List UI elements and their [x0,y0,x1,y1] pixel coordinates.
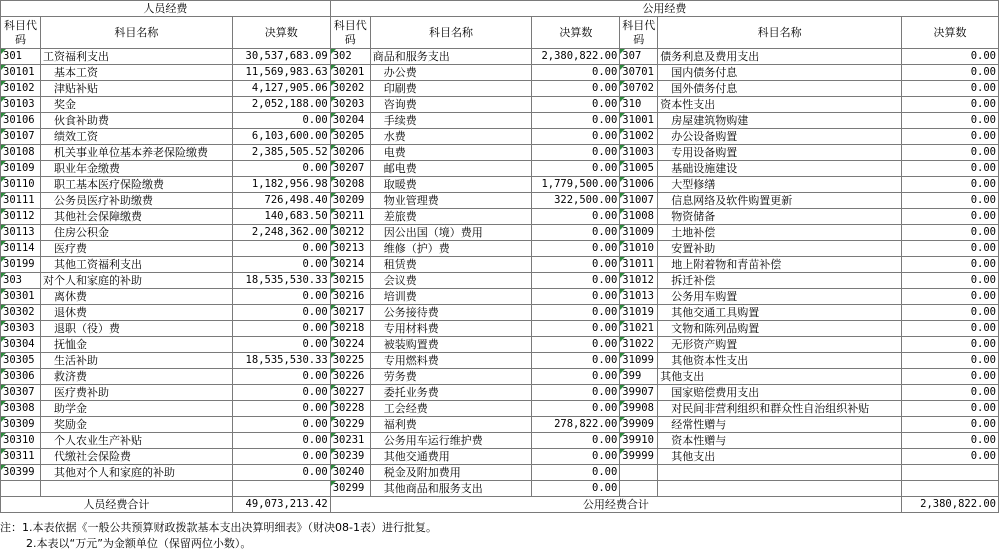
notes [0,520,999,552]
subject-code: 303 [1,273,41,289]
subject-code: 30228 [330,401,370,417]
amount-value: 0.00 [532,65,620,81]
subject-code: 30218 [330,321,370,337]
subject-code: 30227 [330,385,370,401]
subject-name: 离休费 [40,289,232,305]
amount-value: 0.00 [532,97,620,113]
amount-header: 决算数 [902,17,999,49]
subject-code: 30303 [1,321,41,337]
subject-code: 30399 [1,465,41,481]
subject-code: 31012 [620,273,658,289]
subject-name: 地上附着物和青苗补偿 [658,257,902,273]
subject-name: 救济费 [40,369,232,385]
amount-value: 0.00 [232,369,330,385]
subject-name: 税金及附加费用 [370,465,532,481]
subject-code: 30239 [330,449,370,465]
amount-value: 0.00 [902,273,999,289]
amount-value: 0.00 [532,145,620,161]
subject-name: 办公设备购置 [658,129,902,145]
amount-value: 0.00 [232,113,330,129]
subject-name: 其他对个人和家庭的补助 [40,465,232,481]
subject-code: 30212 [330,225,370,241]
subject-name: 物业管理费 [370,193,532,209]
subject-code: 30310 [1,433,41,449]
amount-value: 0.00 [532,433,620,449]
subject-name: 其他支出 [658,449,902,465]
amount-value: 0.00 [532,353,620,369]
amount-value: 11,569,983.63 [232,65,330,81]
subject-name: 房屋建筑物购建 [658,113,902,129]
amount-value: 0.00 [532,289,620,305]
subject-name: 文物和陈列品购置 [658,321,902,337]
subject-name: 办公费 [370,65,532,81]
amount-value: 0.00 [532,321,620,337]
subject-code: 30207 [330,161,370,177]
subject-name: 工资福利支出 [40,49,232,65]
amount-value: 0.00 [532,273,620,289]
table-row [1,353,999,369]
subject-code: 30702 [620,81,658,97]
subject-name: 安置补助 [658,241,902,257]
amount-value: 0.00 [532,241,620,257]
subject-code: 30206 [330,145,370,161]
public-section-header: 公用经费 [330,1,998,17]
subject-code: 39910 [620,433,658,449]
subject-code: 30226 [330,369,370,385]
amount-value: 0.00 [902,369,999,385]
subject-code: 30216 [330,289,370,305]
public-total-label: 公用经费合计 [330,497,901,513]
subject-code: 30110 [1,177,41,193]
table-row [1,129,999,145]
subject-code: 31013 [620,289,658,305]
subject-code: 30305 [1,353,41,369]
amount-value: 278,822.00 [532,417,620,433]
subject-name: 医疗费补助 [40,385,232,401]
subject-code: 30301 [1,289,41,305]
table-row [1,369,999,385]
subject-name: 住房公积金 [40,225,232,241]
subject-code: 30102 [1,81,41,97]
subject-code: 31011 [620,257,658,273]
subject-name: 会议费 [370,273,532,289]
subject-code: 30205 [330,129,370,145]
subject-name: 抚恤金 [40,337,232,353]
subject-code: 30311 [1,449,41,465]
amount-value: 0.00 [532,337,620,353]
table-row [1,65,999,81]
subject-name: 因公出国（境）费用 [370,225,532,241]
name-header: 科目名称 [370,17,532,49]
amount-value [232,481,330,497]
amount-value: 2,385,505.52 [232,145,330,161]
table-row [1,273,999,289]
amount-value: 0.00 [532,113,620,129]
subject-name: 物资储备 [658,209,902,225]
subject-name: 培训费 [370,289,532,305]
subject-name: 债务利息及费用支出 [658,49,902,65]
note-2: 2.本表以“万元”为金额单位（保留两位小数）。 [26,537,252,550]
amount-value: 0.00 [902,113,999,129]
subject-code: 39908 [620,401,658,417]
amount-value: 6,103,600.00 [232,129,330,145]
subject-name: 经常性赠与 [658,417,902,433]
subject-code: 30306 [1,369,41,385]
amount-value [902,465,999,481]
subject-code: 30113 [1,225,41,241]
amount-value: 18,535,530.33 [232,273,330,289]
amount-value: 0.00 [532,81,620,97]
amount-value: 0.00 [232,385,330,401]
personnel-total-amount: 49,073,213.42 [232,497,330,513]
amount-value: 0.00 [902,65,999,81]
table-row [1,417,999,433]
subject-name: 咨询费 [370,97,532,113]
subject-name [658,465,902,481]
subject-code: 30111 [1,193,41,209]
personnel-section-header: 人员经费 [1,1,331,17]
subject-name [40,481,232,497]
amount-value: 0.00 [902,401,999,417]
subject-name: 租赁费 [370,257,532,273]
subject-name: 公务用车运行维护费 [370,433,532,449]
subject-code [620,465,658,481]
amount-value: 0.00 [902,49,999,65]
subject-name: 助学金 [40,401,232,417]
subject-name: 对个人和家庭的补助 [40,273,232,289]
subject-code: 31001 [620,113,658,129]
subject-name: 基础设施建设 [658,161,902,177]
subject-name: 福利费 [370,417,532,433]
amount-value: 0.00 [532,369,620,385]
amount-value: 0.00 [902,289,999,305]
subject-name: 其他工资福利支出 [40,257,232,273]
subject-name: 伙食补助费 [40,113,232,129]
subject-name: 专用设备购置 [658,145,902,161]
code-header: 科目代码 [620,17,658,49]
subject-code [620,481,658,497]
subject-name: 国外债务付息 [658,81,902,97]
subject-name: 机关事业单位基本养老保险缴费 [40,145,232,161]
subject-name: 其他社会保障缴费 [40,209,232,225]
subject-code: 30309 [1,417,41,433]
subject-code: 39907 [620,385,658,401]
subject-name: 土地补偿 [658,225,902,241]
amount-value: 0.00 [232,305,330,321]
subject-name: 被装购置费 [370,337,532,353]
subject-code: 310 [620,97,658,113]
amount-value: 1,779,500.00 [532,177,620,193]
amount-value: 0.00 [232,257,330,273]
subject-name: 代缴社会保险费 [40,449,232,465]
subject-name: 职工基本医疗保险缴费 [40,177,232,193]
table-row [1,465,999,481]
subject-code: 30231 [330,433,370,449]
amount-value: 0.00 [532,225,620,241]
subject-name: 手续费 [370,113,532,129]
subject-code: 31006 [620,177,658,193]
table-row [1,289,999,305]
amount-value: 0.00 [532,465,620,481]
amount-value: 0.00 [532,305,620,321]
subject-name: 委托业务费 [370,385,532,401]
subject-name: 公务员医疗补助缴费 [40,193,232,209]
subject-name: 个人农业生产补贴 [40,433,232,449]
subject-name: 差旅费 [370,209,532,225]
subject-code: 30101 [1,65,41,81]
amount-value: 2,380,822.00 [532,49,620,65]
subject-code: 31010 [620,241,658,257]
subject-name: 生活补助 [40,353,232,369]
amount-value: 30,537,683.09 [232,49,330,65]
subject-name: 专用材料费 [370,321,532,337]
public-total-amount: 2,380,822.00 [902,497,999,513]
subject-name: 大型修缮 [658,177,902,193]
table-row [1,161,999,177]
amount-value: 0.00 [902,353,999,369]
amount-value [902,481,999,497]
amount-value: 2,052,188.00 [232,97,330,113]
subject-code: 30211 [330,209,370,225]
amount-value: 0.00 [902,257,999,273]
amount-value: 726,498.40 [232,193,330,209]
subject-code: 30107 [1,129,41,145]
subject-code: 30224 [330,337,370,353]
subject-name: 电费 [370,145,532,161]
subject-code: 30304 [1,337,41,353]
amount-value: 0.00 [532,481,620,497]
subject-name: 取暖费 [370,177,532,193]
amount-value: 0.00 [902,145,999,161]
subject-code: 30202 [330,81,370,97]
amount-value: 2,248,362.00 [232,225,330,241]
amount-value: 18,535,530.33 [232,353,330,369]
name-header: 科目名称 [40,17,232,49]
subject-name: 公务用车购置 [658,289,902,305]
name-header: 科目名称 [658,17,902,49]
subject-name: 其他商品和服务支出 [370,481,532,497]
subject-name: 职业年金缴费 [40,161,232,177]
subject-name: 国内债务付息 [658,65,902,81]
amount-value: 0.00 [902,209,999,225]
subject-name: 商品和服务支出 [370,49,532,65]
subject-code: 30112 [1,209,41,225]
personnel-total-label: 人员经费合计 [1,497,233,513]
subject-code: 30217 [330,305,370,321]
table-row [1,81,999,97]
amount-value: 0.00 [532,209,620,225]
subject-code: 30214 [330,257,370,273]
amount-value: 0.00 [532,401,620,417]
table-row [1,49,999,65]
subject-name: 津贴补贴 [40,81,232,97]
subject-code: 30240 [330,465,370,481]
amount-value: 0.00 [902,449,999,465]
subject-name: 资本性赠与 [658,433,902,449]
subject-code: 30204 [330,113,370,129]
subject-name: 其他交通费用 [370,449,532,465]
subject-code: 31007 [620,193,658,209]
amount-value: 0.00 [902,337,999,353]
amount-value: 0.00 [232,401,330,417]
subject-name: 退职（役）费 [40,321,232,337]
table-row [1,193,999,209]
subject-code: 30109 [1,161,41,177]
subject-code: 30307 [1,385,41,401]
subject-name: 退休费 [40,305,232,321]
subject-code: 31021 [620,321,658,337]
amount-value: 0.00 [902,417,999,433]
subject-code: 30108 [1,145,41,161]
amount-value: 0.00 [232,465,330,481]
table-row [1,97,999,113]
subject-code: 30701 [620,65,658,81]
subject-code: 30209 [330,193,370,209]
subject-code: 302 [330,49,370,65]
subject-code: 31099 [620,353,658,369]
table-row [1,401,999,417]
subject-code: 30208 [330,177,370,193]
subject-name: 绩效工资 [40,129,232,145]
table-row [1,337,999,353]
amount-value: 140,683.50 [232,209,330,225]
amount-value: 0.00 [902,385,999,401]
amount-value: 0.00 [532,449,620,465]
subject-name: 对民间非营利组织和群众性自治组织补贴 [658,401,902,417]
subject-code: 30199 [1,257,41,273]
amount-value: 0.00 [232,241,330,257]
subject-code: 30103 [1,97,41,113]
amount-header: 决算数 [532,17,620,49]
amount-value: 0.00 [232,289,330,305]
code-header: 科目代码 [1,17,41,49]
subject-name: 劳务费 [370,369,532,385]
subject-code: 31005 [620,161,658,177]
note-1: 注：1.本表依据《一般公共预算财政拨款基本支出决算明细表》（财决08-1表）进行批复。 [0,521,437,534]
subject-code: 30213 [330,241,370,257]
subject-code: 30308 [1,401,41,417]
amount-value: 0.00 [232,433,330,449]
amount-value: 0.00 [232,417,330,433]
subject-name: 邮电费 [370,161,532,177]
subject-code: 399 [620,369,658,385]
subject-code: 31019 [620,305,658,321]
table-row [1,241,999,257]
subject-name: 奖金 [40,97,232,113]
amount-value: 4,127,905.06 [232,81,330,97]
subject-code: 30203 [330,97,370,113]
subject-code: 30106 [1,113,41,129]
subject-code: 31003 [620,145,658,161]
subject-code [1,481,41,497]
subject-code: 30225 [330,353,370,369]
totals-row [1,497,999,513]
subject-code: 39999 [620,449,658,465]
subject-name: 奖励金 [40,417,232,433]
amount-value: 0.00 [902,321,999,337]
table-row [1,225,999,241]
subject-name: 印刷费 [370,81,532,97]
amount-value: 0.00 [902,433,999,449]
amount-value: 0.00 [902,305,999,321]
subject-code: 301 [1,49,41,65]
table-row [1,145,999,161]
amount-value: 0.00 [902,129,999,145]
subject-name: 信息网络及软件购置更新 [658,193,902,209]
subject-code: 39909 [620,417,658,433]
table-row [1,305,999,321]
amount-value: 322,500.00 [532,193,620,209]
subject-name: 拆迁补偿 [658,273,902,289]
amount-value: 0.00 [532,385,620,401]
subject-name: 水费 [370,129,532,145]
table-row [1,113,999,129]
subject-code: 31009 [620,225,658,241]
table-row [1,449,999,465]
amount-header: 决算数 [232,17,330,49]
subject-name: 工会经费 [370,401,532,417]
subject-name: 国家赔偿费用支出 [658,385,902,401]
subject-code: 30215 [330,273,370,289]
subject-name: 其他交通工具购置 [658,305,902,321]
amount-value: 0.00 [232,337,330,353]
subject-code: 30229 [330,417,370,433]
subject-name [658,481,902,497]
subject-code: 307 [620,49,658,65]
subject-code: 30299 [330,481,370,497]
subject-code: 31022 [620,337,658,353]
amount-value: 0.00 [902,225,999,241]
amount-value: 0.00 [532,161,620,177]
subject-name: 维修（护）费 [370,241,532,257]
subject-name: 基本工资 [40,65,232,81]
subject-code: 31008 [620,209,658,225]
subject-name: 其他支出 [658,369,902,385]
subject-code: 30114 [1,241,41,257]
subject-code: 30302 [1,305,41,321]
table-row [1,177,999,193]
amount-value: 0.00 [902,97,999,113]
table-row [1,209,999,225]
amount-value: 0.00 [532,257,620,273]
subject-code: 30201 [330,65,370,81]
amount-value: 0.00 [902,241,999,257]
table-row [1,385,999,401]
subject-name: 专用燃料费 [370,353,532,369]
table-row [1,433,999,449]
amount-value: 0.00 [232,321,330,337]
table-row [1,257,999,273]
table-row [1,481,999,497]
amount-value: 0.00 [902,177,999,193]
amount-value: 0.00 [232,449,330,465]
subject-name: 无形资产购置 [658,337,902,353]
amount-value: 1,182,956.98 [232,177,330,193]
subject-code: 31002 [620,129,658,145]
amount-value: 0.00 [532,129,620,145]
code-header: 科目代码 [330,17,370,49]
table-row [1,321,999,337]
subject-name: 其他资本性支出 [658,353,902,369]
subject-name: 医疗费 [40,241,232,257]
amount-value: 0.00 [902,81,999,97]
amount-value: 0.00 [902,161,999,177]
subject-name: 公务接待费 [370,305,532,321]
amount-value: 0.00 [902,193,999,209]
subject-name: 资本性支出 [658,97,902,113]
amount-value: 0.00 [232,161,330,177]
